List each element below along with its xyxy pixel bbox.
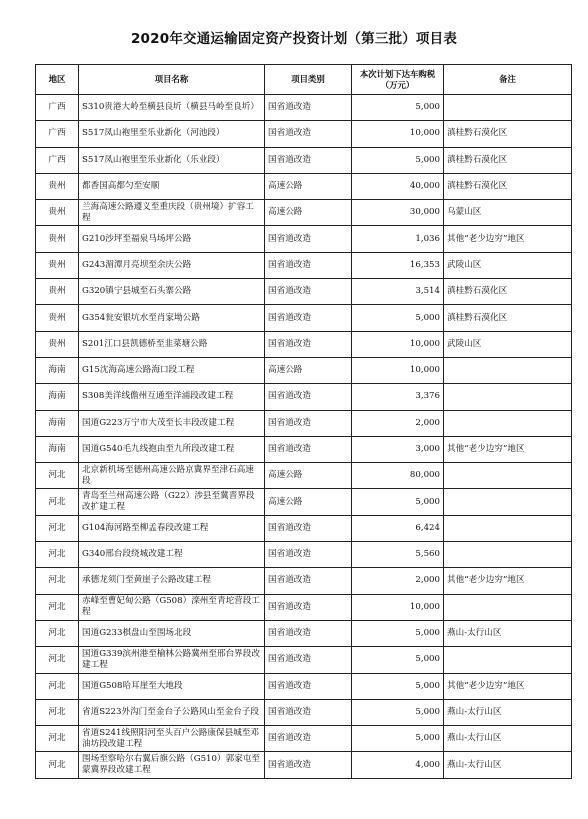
- cell-region: 河北: [36, 515, 79, 541]
- cell-amount: 5,000: [352, 147, 444, 173]
- cell-project-name: 国道G540毛九线抱由至九所段改建工程: [79, 436, 265, 462]
- cell-region: 广西: [36, 95, 79, 121]
- table-row: [36, 95, 572, 121]
- cell-project-name: G354瓮安银坑水至肖家坳公路: [79, 305, 265, 331]
- cell-note: [444, 489, 572, 515]
- cell-region: 河北: [36, 542, 79, 568]
- cell-project-name: 国道G223万宁市大茂至长丰段改建工程: [79, 410, 265, 436]
- cell-note: 武陵山区: [444, 331, 572, 357]
- cell-amount: 5,000: [352, 673, 444, 699]
- cell-project-type: 高速公路: [265, 463, 352, 489]
- cell-note: 乌蒙山区: [444, 200, 572, 226]
- cell-note: [444, 410, 572, 436]
- cell-region: 贵州: [36, 252, 79, 278]
- cell-note: 燕山-太行山区: [444, 752, 572, 778]
- table-row: [36, 357, 572, 383]
- cell-amount: 30,000: [352, 200, 444, 226]
- cell-region: 海南: [36, 410, 79, 436]
- header-note: 备注: [444, 65, 572, 95]
- cell-amount: 5,000: [352, 699, 444, 725]
- cell-amount: 2,000: [352, 568, 444, 594]
- cell-project-name: G15沈海高速公路海口段工程: [79, 357, 265, 383]
- cell-project-type: 国省道改造: [265, 436, 352, 462]
- cell-project-type: 国省道改造: [265, 594, 352, 620]
- cell-amount: 5,000: [352, 620, 444, 646]
- cell-project-type: 国省道改造: [265, 673, 352, 699]
- cell-project-name: S517凤山袍里至乐业新化（河池段）: [79, 121, 265, 147]
- cell-project-type: 国省道改造: [265, 620, 352, 646]
- cell-amount: 5,000: [352, 489, 444, 515]
- cell-note: [444, 515, 572, 541]
- table-row: [36, 568, 572, 594]
- table-row: [36, 305, 572, 331]
- cell-amount: 10,000: [352, 331, 444, 357]
- cell-project-name: G210沙坪至福泉马场坪公路: [79, 226, 265, 252]
- cell-amount: 3,514: [352, 279, 444, 305]
- table-row: [36, 515, 572, 541]
- cell-amount: 5,000: [352, 647, 444, 673]
- cell-project-type: 国省道改造: [265, 147, 352, 173]
- cell-note: 滇桂黔石漠化区: [444, 305, 572, 331]
- cell-region: 广西: [36, 147, 79, 173]
- cell-amount: 5,000: [352, 305, 444, 331]
- cell-note: 其他“老少边穷”地区: [444, 436, 572, 462]
- cell-project-type: 国省道改造: [265, 305, 352, 331]
- table-row: [36, 331, 572, 357]
- document-title: 2020年交通运输固定资产投资计划（第三批）项目表: [130, 31, 458, 47]
- cell-amount: 10,000: [352, 357, 444, 383]
- cell-region: 贵州: [36, 279, 79, 305]
- cell-project-type: 国省道改造: [265, 515, 352, 541]
- cell-note: [444, 463, 572, 489]
- cell-project-type: 国省道改造: [265, 752, 352, 778]
- cell-region: 河北: [36, 620, 79, 646]
- cell-region: 河北: [36, 463, 79, 489]
- table-row: [36, 410, 572, 436]
- table-row: [36, 647, 572, 673]
- table-row: [36, 147, 572, 173]
- cell-region: 河北: [36, 489, 79, 515]
- table-row: [36, 542, 572, 568]
- table-row: [36, 594, 572, 620]
- table-row: [36, 463, 572, 489]
- header-project-type: 项目类别: [265, 65, 352, 95]
- cell-project-name: G104海河路至柳孟春段改建工程: [79, 515, 265, 541]
- cell-amount: 5,000: [352, 726, 444, 752]
- table-row: [36, 252, 572, 278]
- cell-project-name: 围场至察哈尔右翼后旗公路（G510）郭家屯至蒙冀界段改建工程: [79, 752, 265, 778]
- cell-project-name: S308美洋线儋州互通至洋浦段改建工程: [79, 384, 265, 410]
- cell-project-name: 国道G508哈耳崖至大地段: [79, 673, 265, 699]
- cell-region: 海南: [36, 436, 79, 462]
- cell-note: 武陵山区: [444, 252, 572, 278]
- cell-region: 河北: [36, 752, 79, 778]
- cell-region: 河北: [36, 699, 79, 725]
- cell-project-name: G340邢台段绕城改建工程: [79, 542, 265, 568]
- cell-note: 滇桂黔石漠化区: [444, 147, 572, 173]
- cell-project-name: G243湄潭月亮坝至余庆公路: [79, 252, 265, 278]
- cell-region: 河北: [36, 673, 79, 699]
- table-row: [36, 200, 572, 226]
- table-row: [36, 173, 572, 199]
- cell-region: 海南: [36, 357, 79, 383]
- cell-project-type: 国省道改造: [265, 279, 352, 305]
- cell-region: 河北: [36, 726, 79, 752]
- cell-project-type: 国省道改造: [265, 568, 352, 594]
- cell-project-type: 国省道改造: [265, 252, 352, 278]
- cell-project-name: 省道S241线照阳河至头百户公路康保县城至邓油坊段改建工程: [79, 726, 265, 752]
- cell-note: [444, 542, 572, 568]
- cell-project-type: 高速公路: [265, 489, 352, 515]
- project-table: [35, 64, 572, 779]
- cell-amount: 80,000: [352, 463, 444, 489]
- cell-project-name: 国道G339滨州港至榆林公路冀州至邢台界段改建工程: [79, 647, 265, 673]
- cell-note: [444, 594, 572, 620]
- cell-note: 滇桂黔石漠化区: [444, 121, 572, 147]
- table-row: [36, 699, 572, 725]
- cell-region: 贵州: [36, 173, 79, 199]
- header-project-name: 项目名称: [79, 65, 265, 95]
- cell-project-type: 高速公路: [265, 173, 352, 199]
- cell-amount: 3,376: [352, 384, 444, 410]
- header-region: 地区: [36, 65, 79, 95]
- table-row: [36, 489, 572, 515]
- cell-project-type: 国省道改造: [265, 331, 352, 357]
- cell-region: 海南: [36, 384, 79, 410]
- cell-amount: 16,353: [352, 252, 444, 278]
- cell-project-name: 青岛至兰州高速公路（G22）涉县至冀晋界段改扩建工程: [79, 489, 265, 515]
- cell-region: 河北: [36, 568, 79, 594]
- cell-project-name: S310贵港大岭至横县良圻（横县马岭至良圻）: [79, 95, 265, 121]
- cell-project-name: 都香国高都匀至安顺: [79, 173, 265, 199]
- cell-amount: 6,424: [352, 515, 444, 541]
- cell-note: 其他“老少边穷”地区: [444, 226, 572, 252]
- cell-amount: 4,000: [352, 752, 444, 778]
- cell-project-name: 省道S223外沟门至金台子公路风山至金台子段: [79, 699, 265, 725]
- table-row: [36, 436, 572, 462]
- cell-amount: 1,036: [352, 226, 444, 252]
- cell-project-name: 承德龙须门至黄崖子公路改建工程: [79, 568, 265, 594]
- cell-project-type: 国省道改造: [265, 226, 352, 252]
- cell-project-type: 高速公路: [265, 200, 352, 226]
- cell-note: [444, 95, 572, 121]
- table-row: [36, 726, 572, 752]
- cell-project-type: 国省道改造: [265, 726, 352, 752]
- cell-note: 滇桂黔石漠化区: [444, 173, 572, 199]
- table-row: [36, 620, 572, 646]
- cell-region: 贵州: [36, 331, 79, 357]
- cell-amount: 10,000: [352, 594, 444, 620]
- cell-project-name: 北京新机场至德州高速公路京冀界至津石高速段: [79, 463, 265, 489]
- cell-project-type: 国省道改造: [265, 410, 352, 436]
- table-row: [36, 752, 572, 778]
- cell-amount: 5,560: [352, 542, 444, 568]
- cell-project-type: 国省道改造: [265, 647, 352, 673]
- cell-project-type: 国省道改造: [265, 384, 352, 410]
- cell-region: 河北: [36, 594, 79, 620]
- cell-amount: 2,000: [352, 410, 444, 436]
- table-body: [36, 95, 572, 779]
- cell-note: 滇桂黔石漠化区: [444, 279, 572, 305]
- cell-region: 河北: [36, 647, 79, 673]
- cell-note: [444, 647, 572, 673]
- cell-project-name: S517凤山袍里至乐业新化（乐业段）: [79, 147, 265, 173]
- table-row: [36, 384, 572, 410]
- cell-note: 其他“老少边穷”地区: [444, 673, 572, 699]
- cell-region: 贵州: [36, 200, 79, 226]
- cell-region: 广西: [36, 121, 79, 147]
- table-header-row: [36, 65, 572, 95]
- cell-region: 贵州: [36, 305, 79, 331]
- cell-project-name: S201江口县凯德桥至韭菜塘公路: [79, 331, 265, 357]
- table-row: [36, 226, 572, 252]
- table-row: [36, 121, 572, 147]
- cell-note: [444, 384, 572, 410]
- cell-note: 其他“老少边穷”地区: [444, 568, 572, 594]
- cell-project-type: 国省道改造: [265, 699, 352, 725]
- cell-project-type: 国省道改造: [265, 121, 352, 147]
- cell-note: 燕山-太行山区: [444, 699, 572, 725]
- cell-project-name: 赤峰至曹妃甸公路（G508）滦州至青坨营段工程: [79, 594, 265, 620]
- cell-region: 贵州: [36, 226, 79, 252]
- cell-note: 燕山-太行山区: [444, 620, 572, 646]
- cell-amount: 10,000: [352, 121, 444, 147]
- cell-project-type: 国省道改造: [265, 95, 352, 121]
- header-amount: 本次计划下达车购税（万元）: [352, 65, 444, 95]
- cell-project-name: G320镇宁县城至石头寨公路: [79, 279, 265, 305]
- cell-note: 燕山-太行山区: [444, 726, 572, 752]
- cell-project-name: 国道G233棋盘山至围场北段: [79, 620, 265, 646]
- cell-project-name: 兰海高速公路遵义至重庆段（贵州境）扩容工程: [79, 200, 265, 226]
- cell-amount: 40,000: [352, 173, 444, 199]
- cell-project-type: 高速公路: [265, 357, 352, 383]
- table-row: [36, 673, 572, 699]
- table-row: [36, 279, 572, 305]
- cell-note: [444, 357, 572, 383]
- cell-amount: 3,000: [352, 436, 444, 462]
- cell-project-type: 国省道改造: [265, 542, 352, 568]
- cell-amount: 5,000: [352, 95, 444, 121]
